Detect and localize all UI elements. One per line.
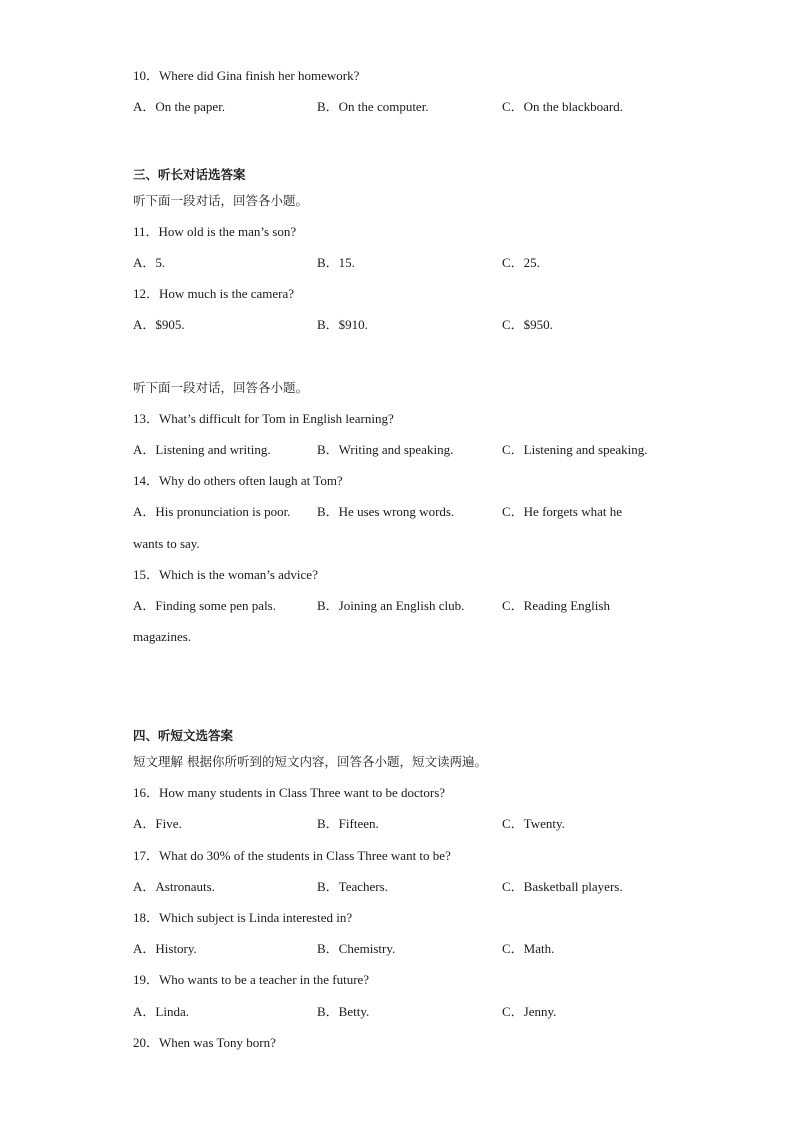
question-15-option-c-continuation: magazines. (133, 629, 192, 644)
section-3-title: 三、听长对话选答案 (133, 167, 246, 182)
option-a: A．Listening and writing. (133, 442, 271, 457)
question-15: 15．Which is the woman’s advice? (133, 567, 318, 582)
question-13: 13．What’s difficult for Tom in English learning? (133, 411, 394, 426)
option-b: B．He uses wrong words. (317, 504, 455, 519)
option-c: C．On the blackboard. (502, 99, 623, 114)
option-b: B．Joining an English club. (317, 598, 465, 613)
question-17: 17．What do 30% of the students in Class Three want to be? (133, 848, 451, 863)
option-b: B．Teachers. (317, 879, 388, 894)
option-c: C．Jenny. (502, 1004, 557, 1019)
option-a: A．Astronauts. (133, 879, 215, 894)
question-10-options (133, 99, 693, 115)
question-10: 10．Where did Gina finish her homework? (133, 68, 360, 83)
option-b: B．Writing and speaking. (317, 442, 454, 457)
option-a: A．Linda. (133, 1004, 189, 1019)
section-4-title: 四、听短文选答案 (133, 728, 234, 743)
question-12-options (133, 317, 693, 333)
option-c: C．25. (502, 255, 540, 270)
question-14: 14．Why do others often laugh at Tom? (133, 473, 343, 488)
question-17-options (133, 879, 693, 895)
option-c: C．Listening and speaking. (502, 442, 648, 457)
section-3-instruction-2: 听下面一段对话，回答各小题。 (133, 380, 309, 395)
question-11: 11．How old is the man’s son? (133, 224, 297, 239)
section-4-instruction: 短文理解 根据你所听到的短文内容，回答各小题，短文读两遍。 (133, 754, 487, 769)
section-3-instruction-1: 听下面一段对话，回答各小题。 (133, 193, 309, 208)
question-14-option-c-continuation: wants to say. (133, 536, 200, 551)
question-19: 19．Who wants to be a teacher in the future? (133, 972, 370, 987)
option-c: C．He forgets what he (502, 504, 622, 519)
option-b: B．$910. (317, 317, 368, 332)
option-a: A．On the paper. (133, 99, 226, 114)
option-c: C．$950. (502, 317, 553, 332)
question-14-options (133, 504, 693, 520)
option-c: C．Twenty. (502, 816, 565, 831)
option-b: B．Chemistry. (317, 941, 396, 956)
question-16: 16．How many students in Class Three want to be doctors? (133, 785, 446, 800)
option-a: A．$905. (133, 317, 185, 332)
question-18-options (133, 941, 693, 957)
question-12: 12．How much is the camera? (133, 286, 295, 301)
option-b: B．15. (317, 255, 355, 270)
option-a: A．5. (133, 255, 166, 270)
option-a: A．Finding some pen pals. (133, 598, 276, 613)
option-c: C．Basketball players. (502, 879, 623, 894)
question-15-options (133, 598, 693, 614)
question-19-options (133, 1004, 693, 1020)
question-18: 18．Which subject is Linda interested in? (133, 910, 353, 925)
option-a: A．His pronunciation is poor. (133, 504, 291, 519)
option-a: A．Five. (133, 816, 182, 831)
question-20: 20．When was Tony born? (133, 1035, 276, 1050)
option-a: A．History. (133, 941, 197, 956)
option-b: B．On the computer. (317, 99, 429, 114)
question-16-options (133, 816, 693, 832)
question-13-options (133, 442, 693, 458)
option-b: B．Betty. (317, 1004, 370, 1019)
option-c: C．Reading English (502, 598, 610, 613)
question-11-options (133, 255, 693, 271)
option-b: B．Fifteen. (317, 816, 379, 831)
option-c: C．Math. (502, 941, 555, 956)
